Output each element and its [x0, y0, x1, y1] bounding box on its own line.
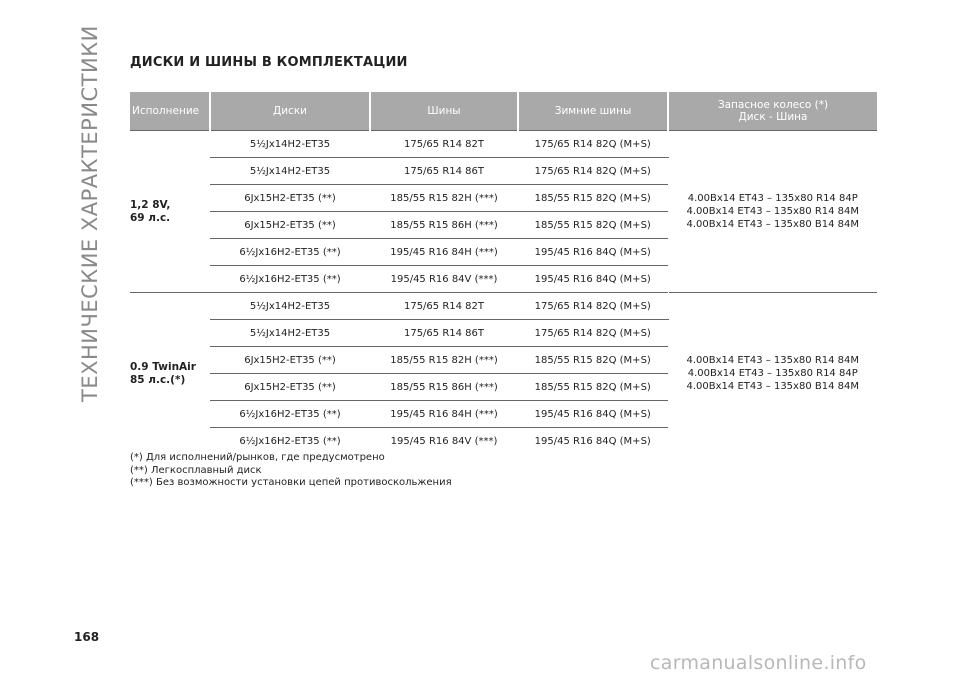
engine-line1: 1,2 8V,: [130, 198, 171, 211]
rim-cell: 5½Jx14H2-ET35: [210, 320, 370, 347]
header-rims: Диски: [210, 92, 370, 131]
header-spare-line1: Запасное колесо (*): [717, 99, 829, 111]
tyre-cell: 185/55 R15 82H (***): [370, 347, 518, 374]
footnote: (*) Для исполнений/рынков, где предусмотрено: [130, 452, 385, 463]
header-spare-wheel: [668, 92, 877, 131]
rim-cell: 6½Jx16H2-ET35 (**): [239, 435, 341, 447]
rim-cell: 5½Jx14H2-ET35: [210, 158, 370, 185]
winter-tyre-cell: 175/65 R14 82Q (M+S): [518, 131, 668, 158]
footnote: (**) Легкосплавный диск: [130, 464, 262, 476]
engine-line2: 69 л.с.: [130, 211, 171, 224]
engine-line2: 85 л.с.(*): [130, 373, 186, 386]
winter-tyre-cell: 195/45 R16 84Q (M+S): [518, 239, 668, 266]
tyre-cell: 185/55 R15 86H (***): [370, 374, 518, 401]
rim-cell: 6Jx15H2-ET35 (**): [210, 212, 370, 239]
header-version: Исполнение: [130, 92, 210, 131]
winter-tyre-cell: 185/55 R15 82Q (M+S): [518, 374, 668, 401]
page-number: 168: [74, 630, 100, 644]
spare-line: 4.00Bx14 ET43 – 135x80 R14 84M: [686, 206, 860, 217]
rim-cell: 6Jx15H2-ET35 (**): [210, 347, 370, 374]
footnote: (***) Без возможности установки цепей противоскольжения: [130, 477, 452, 488]
winter-tyre-cell: 175/65 R14 82Q (M+S): [518, 320, 668, 347]
rim-cell: 5½Jx14H2-ET35: [210, 293, 370, 320]
engine-line1: 0.9 TwinAir: [130, 360, 196, 373]
rim-cell: 6Jx15H2-ET35 (**): [210, 374, 370, 401]
spare-wheel-cell: [668, 131, 877, 293]
winter-tyre-cell: 175/65 R14 82Q (M+S): [518, 293, 668, 320]
table-row: [130, 293, 877, 320]
spare-line: 4.00Bx14 ET43 – 135x80 B14 84M: [686, 219, 859, 230]
spare-line: 4.00Bx14 ET43 – 135x80 B14 84M: [686, 381, 859, 392]
header-spare-line2: Диск - Шина: [738, 111, 808, 123]
group-1-2-8v: [130, 131, 877, 293]
tyre-cell: 175/65 R14 82T: [370, 293, 518, 320]
tyre-cell: 195/45 R16 84H (***): [370, 239, 518, 266]
rim-cell: 6½Jx16H2-ET35 (**): [210, 239, 370, 266]
tyre-cell: 195/45 R16 84V (***): [390, 435, 498, 447]
wheels-tyres-table: [130, 92, 877, 454]
winter-tyre-cell: 185/55 R15 82Q (M+S): [518, 185, 668, 212]
table-row: [130, 131, 877, 158]
tyre-cell: 185/55 R15 86H (***): [370, 212, 518, 239]
winter-tyre-cell: 195/45 R16 84Q (M+S): [518, 401, 668, 428]
watermark: carmanualsonline.info: [650, 652, 867, 674]
rim-cell: 5½Jx14H2-ET35: [210, 131, 370, 158]
winter-tyre-cell: 195/45 R16 84Q (M+S): [534, 435, 651, 447]
tyre-cell: 185/55 R15 82H (***): [370, 185, 518, 212]
page-heading: ДИСКИ И ШИНЫ В КОМПЛЕКТАЦИИ: [130, 55, 408, 70]
winter-tyre-cell: 175/65 R14 82Q (M+S): [518, 158, 668, 185]
table-header-row: [130, 92, 877, 131]
tyre-cell: 175/65 R14 86T: [370, 158, 518, 185]
rim-cell: 6Jx15H2-ET35 (**): [210, 185, 370, 212]
spare-line: 4.00Bx14 ET43 – 135x80 R14 84P: [687, 193, 858, 204]
winter-tyre-cell: 195/45 R16 84Q (M+S): [534, 273, 651, 285]
rim-cell: 6½Jx16H2-ET35 (**): [239, 273, 341, 285]
footnotes: [130, 452, 452, 490]
spare-wheel-cell: [668, 293, 877, 455]
tyre-cell: 195/45 R16 84H (***): [370, 401, 518, 428]
winter-tyre-cell: 185/55 R15 82Q (M+S): [518, 347, 668, 374]
group-0-9-twinair: [130, 293, 877, 455]
engine-cell: [130, 131, 210, 293]
winter-tyre-cell: 185/55 R15 82Q (M+S): [518, 212, 668, 239]
engine-cell: [130, 293, 210, 455]
spare-line: 4.00Bx14 ET43 – 135x80 R14 84M: [686, 355, 860, 366]
tyre-cell: 195/45 R16 84V (***): [390, 273, 498, 285]
tyre-cell: 175/65 R14 86T: [370, 320, 518, 347]
rim-cell: 6½Jx16H2-ET35 (**): [210, 401, 370, 428]
header-tyres: Шины: [370, 92, 518, 131]
tyre-cell: 175/65 R14 82T: [370, 131, 518, 158]
spare-line: 4.00Bx14 ET43 – 135x80 R14 84P: [687, 368, 858, 379]
header-winter-tyres: Зимние шины: [518, 92, 668, 131]
section-side-title: ТЕХНИЧЕСКИЕ ХАРАКТЕРИСТИКИ: [78, 25, 102, 402]
